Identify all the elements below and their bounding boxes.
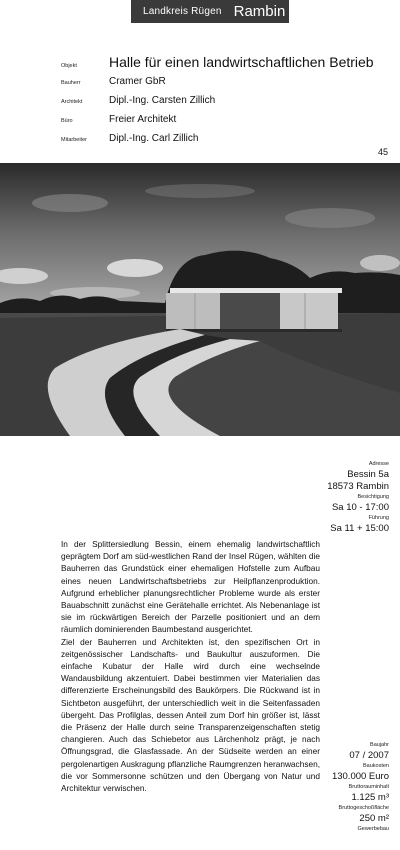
meta-label: Büro	[61, 118, 73, 124]
description-paragraph: In der Splittersiedlung Bessin, einem ehemalig landwirtschaftlich geprägtem Dorf am süd-westlichen Rand der Insel Rügen, wählten die Bauherren das Grundstück einer ehemaligen Hofstelle zum Aufbau eines neuen Landwirtschaftsbetriebs zur Heilpflanzenproduktion. Aufgrund erheblicher planungsrechtlicher Probleme wurde als erster Bauabschnitt zunächst eine Gerätehalle errichtet. Als Nebenanlage ist sie im rückwärtigen Bereich der Parzelle positioniert und an dem räumlich dominierenden Baumbestand ausgerichtet.	[61, 539, 320, 635]
meta-label: Architekt	[61, 99, 83, 105]
meta-value: Dipl.-Ing. Carl Zillich	[109, 133, 199, 144]
page-number: 45	[377, 147, 388, 157]
meta-label: Objekt	[61, 63, 77, 69]
year-value: 07 / 2007	[349, 750, 389, 761]
meta-row-object	[61, 54, 381, 76]
address-street: Bessin 5a	[347, 469, 389, 480]
tour-value: Sa 11 + 15:00	[330, 523, 389, 534]
meta-row-office	[61, 114, 381, 133]
use-label: Gewerbebau	[357, 826, 389, 832]
volume-value: 1.125 m³	[351, 792, 389, 803]
meta-row-client	[61, 76, 381, 95]
area-label: Bruttogeschoßfläche	[338, 805, 389, 811]
tour-label: Führung	[368, 515, 389, 521]
area-value: 250 m²	[359, 813, 389, 824]
building-photo	[0, 163, 400, 436]
address-block	[327, 460, 389, 535]
address-city: 18573 Rambin	[327, 481, 389, 492]
town-title: Rambin	[233, 3, 286, 20]
project-meta	[61, 54, 381, 152]
cost-label: Baukosten	[363, 763, 389, 769]
cost-value: 130.000 Euro	[331, 771, 389, 782]
meta-label: Bauherr	[61, 80, 81, 86]
project-title: Halle für einen landwirtschaftlichen Betrieb	[109, 54, 374, 70]
facts-block	[332, 741, 389, 834]
meta-value: Freier Architekt	[109, 114, 177, 125]
meta-label: Mitarbeiter	[61, 137, 87, 143]
year-label: Baujahr	[370, 742, 389, 748]
visit-value: Sa 10 - 17:00	[331, 502, 389, 513]
volume-label: Bruttorauminhalt	[348, 784, 389, 790]
meta-value: Dipl.-Ing. Carsten Zillich	[109, 95, 216, 106]
project-description	[61, 538, 320, 794]
meta-row-architect	[61, 95, 381, 114]
header-bar	[131, 0, 289, 23]
visit-label: Besichtigung	[357, 494, 389, 500]
meta-value: Cramer GbR	[109, 76, 166, 87]
address-label: Adresse	[368, 461, 389, 467]
description-paragraph: Ziel der Bauherren und Architekten ist, den spezifischen Ort in zeitgenössischer Landschafts- und Baukultur auszuformen. Die einfache Kubatur der Halle wird durch eine wechselnde Wandausbildung akzentuiert. Dabei bestimmen vier Materialien das differenzierte Erscheinungsbild des Baukörpers. Die Rückwand ist in Sichtbeton ausgeführt, der unterschiedlich weit in die Seitenfassaden übergeht. Das Profilglas, dessen Anteil zum Dorf hin größer ist, lässt die Präsenz der Halle durch seine Transparenzeigenschaften stetig changieren. Auch das Schiebetor aus Lärchenholz prägt, je nach Öffnungsgrad, die Glasfassade. An der Südseite werden an einer pergolenartigen Auskragung pflanzliche Raumgrenzen heranwachsen, die vor Sommersonne schützen und den Übergang von Natur und Architektur verwischen.	[61, 636, 320, 794]
district-label: Landkreis Rügen	[143, 6, 222, 17]
meta-row-staff	[61, 133, 381, 152]
